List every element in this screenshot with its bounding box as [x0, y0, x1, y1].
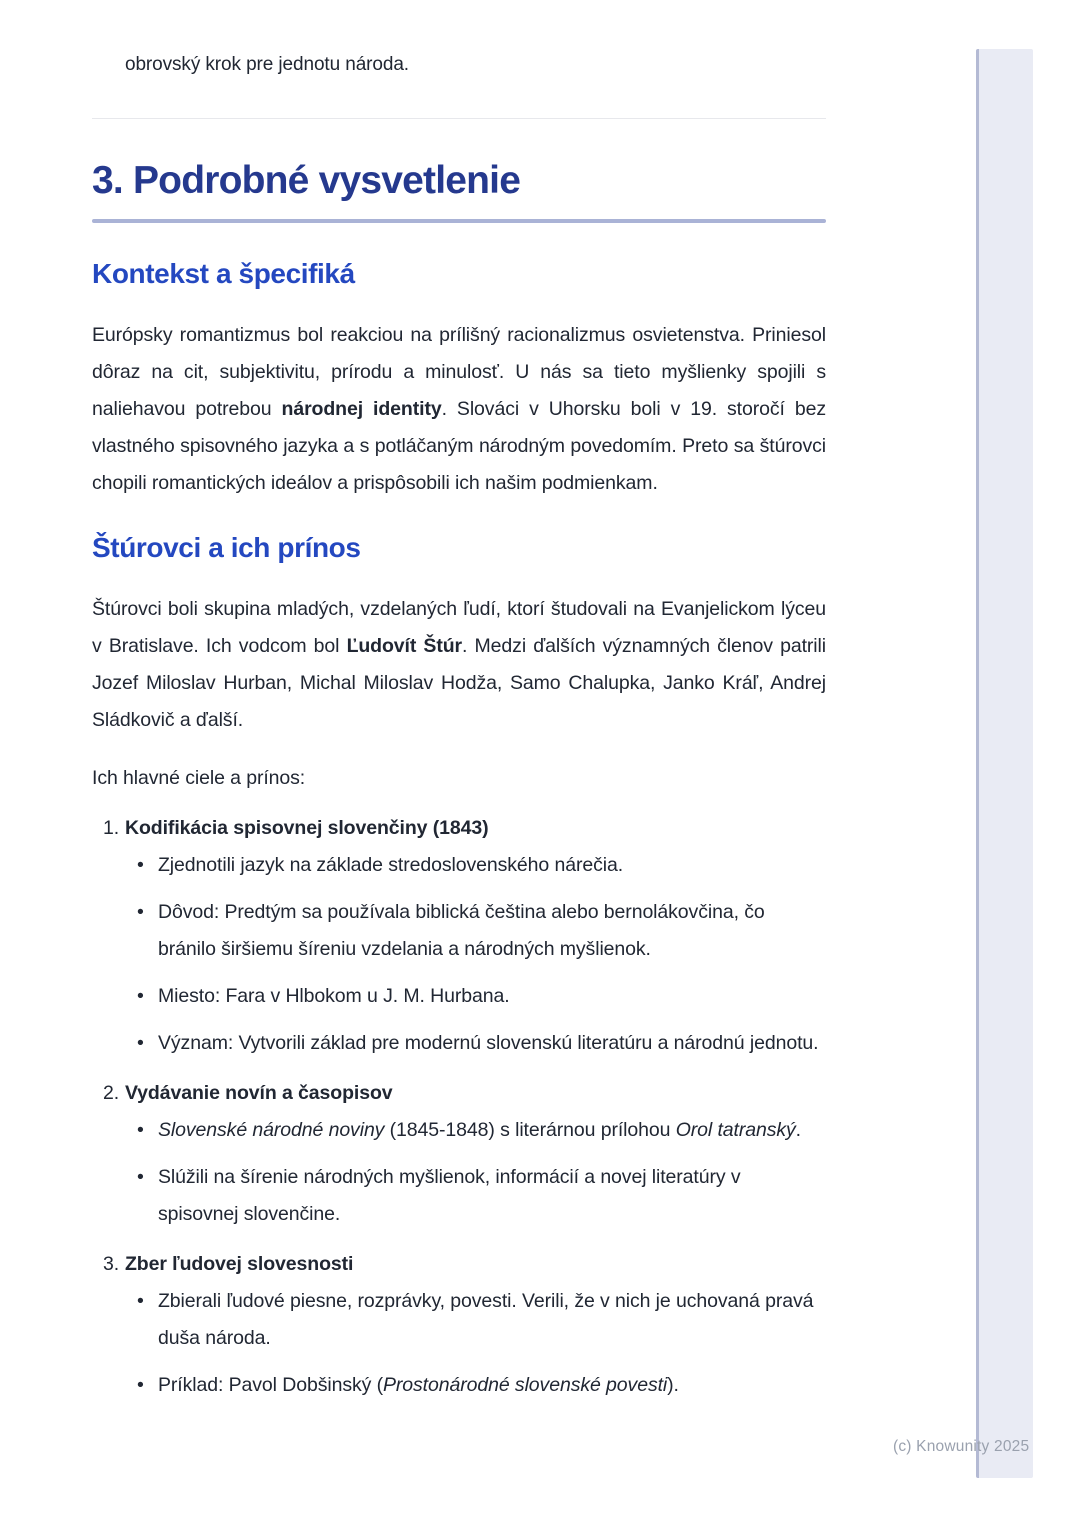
- bullet-item: • Slovenské národné noviny (1845-1848) s literárnou prílohou Orol tatranský.: [137, 1112, 826, 1149]
- list-item-title: Zber ľudovej slovesnosti: [125, 1253, 354, 1275]
- bullet-item: • Zbierali ľudové piesne, rozprávky, povesti. Verili, že v nich je uchovaná pravá duša národa.: [137, 1283, 826, 1357]
- list-item-heading: [103, 810, 826, 847]
- bullet-item: • Zjednotili jazyk na základe stredoslovenského nárečia.: [137, 847, 826, 884]
- list-item-heading: [103, 1246, 826, 1283]
- list-item-number: 3.: [103, 1253, 120, 1275]
- list-item-number: 2.: [103, 1082, 120, 1104]
- copyright-watermark: (c) Knowunity 2025: [893, 1438, 1030, 1455]
- bullet-item: • Význam: Vytvorili základ pre modernú slovenskú literatúru a národnú jednotu.: [137, 1025, 826, 1062]
- section-title-kontext: Kontekst a špecifiká: [92, 258, 355, 289]
- goals-numbered-list: [92, 810, 826, 1404]
- section-divider: [92, 118, 826, 119]
- list-item-heading: [103, 1075, 826, 1112]
- bullet-list: [137, 1112, 826, 1233]
- section-title-sturovci: Štúrovci a ich prínos: [92, 532, 361, 563]
- carryover-text: obrovský krok pre jednotu národa.: [125, 54, 409, 75]
- bullet-list: [137, 847, 826, 1062]
- bullet-item: • Príklad: Pavol Dobšinský (Prostonárodné slovenské povesti).: [137, 1367, 826, 1404]
- list-item-vydavanie: [103, 1075, 826, 1233]
- list-item-title: Kodifikácia spisovnej slovenčiny (1843): [125, 817, 489, 839]
- paragraph-lead-in: Ich hlavné ciele a prínos:: [92, 767, 306, 789]
- list-item-kodifikacia: [103, 810, 826, 1062]
- list-item-title: Vydávanie novín a časopisov: [125, 1082, 393, 1104]
- paragraph-sturovci: Štúrovci boli skupina mladých, vzdelaných ľudí, ktorí študovali na Evanjelickom lýceu v Bratislave. Ich vodcom bol Ľudovít Štúr. Medzi ďalších významných členov patrili Jozef Miloslav Hurban, Michal Miloslav Hodža, Samo Chalupka, Janko Kráľ, Andrej Sládkovič a ďalší.: [92, 598, 826, 731]
- page-edge-strip: [976, 49, 1033, 1478]
- page-title: 3. Podrobné vysvetlenie: [92, 159, 521, 202]
- list-item-number: 1.: [103, 817, 120, 839]
- bullet-item: • Miesto: Fara v Hlbokom u J. M. Hurbana.: [137, 978, 826, 1015]
- list-item-zber: [103, 1246, 826, 1404]
- paragraph-kontext: Európsky romantizmus bol reakciou na prílišný racionalizmus osvietenstva. Priniesol dôraz na cit, subjektivitu, prírodu a minulosť. U nás sa tieto myšlienky spojili s naliehavou potrebou národnej identity. Slováci v Uhorsku boli v 19. storočí bez vlastného spisovného jazyka a s potláčaným národným povedomím. Preto sa štúrovci chopili romantických ideálov a prispôsobili ich našim podmienkam.: [92, 324, 826, 494]
- page-title-rule: [92, 219, 826, 223]
- document-content: [92, 0, 826, 1417]
- bullet-item: • Dôvod: Predtým sa používala biblická čeština alebo bernolákovčina, čo bránilo širšiemu šíreniu vzdelania a národných myšlienok.: [137, 894, 826, 968]
- bullet-item: • Slúžili na šírenie národných myšlienok, informácií a novej literatúry v spisovnej slovenčine.: [137, 1159, 826, 1233]
- bullet-list: [137, 1283, 826, 1404]
